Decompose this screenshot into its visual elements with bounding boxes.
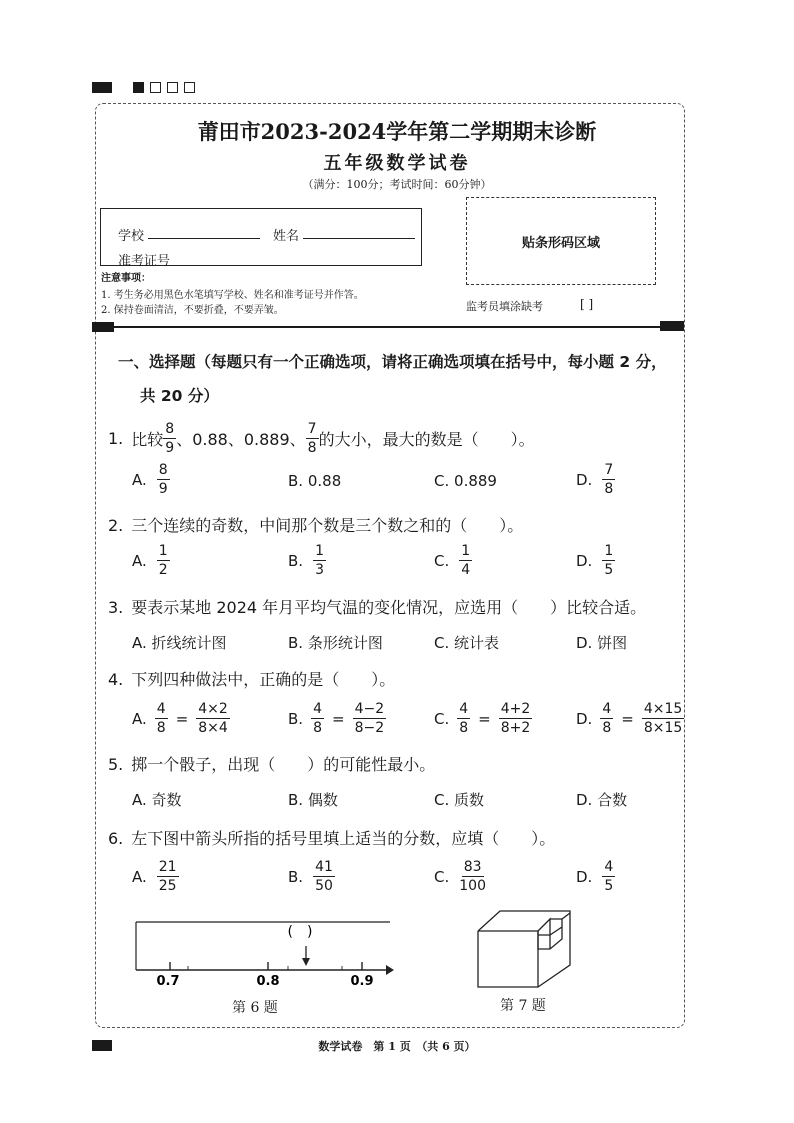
figure-6-caption: 第 6 题 bbox=[232, 1000, 278, 1016]
figure-7-caption: 第 7 题 bbox=[500, 998, 546, 1014]
name-field[interactable] bbox=[303, 224, 415, 239]
numerator: 4 bbox=[604, 859, 614, 875]
tick-label: 0.7 bbox=[156, 974, 180, 989]
option-6b[interactable] bbox=[288, 860, 335, 893]
option-4b[interactable] bbox=[288, 702, 386, 735]
name-label: 姓名 bbox=[273, 229, 300, 244]
denominator: 8 bbox=[459, 720, 469, 736]
option-1b[interactable] bbox=[288, 472, 341, 490]
question-1 bbox=[108, 422, 535, 455]
exam-subtitle: 五年级数学试卷 bbox=[323, 153, 471, 174]
denominator: 8×15 bbox=[643, 720, 683, 736]
number-line-figure bbox=[128, 912, 396, 992]
option-5c[interactable] bbox=[434, 789, 484, 810]
fraction bbox=[353, 702, 387, 735]
question-text: 三个连续的奇数，中间那个数是三个数之和的（ ）。 bbox=[131, 516, 524, 535]
option-label: A. bbox=[132, 791, 147, 809]
option-3c[interactable] bbox=[434, 632, 499, 653]
denominator: 4 bbox=[461, 562, 471, 578]
option-label: C. bbox=[434, 551, 450, 570]
notes-title: 注意事项： bbox=[101, 273, 151, 284]
option-2b[interactable] bbox=[288, 544, 326, 577]
question-3 bbox=[108, 595, 646, 618]
option-3d[interactable] bbox=[576, 632, 627, 653]
cube-side-face bbox=[538, 937, 570, 987]
option-5a[interactable] bbox=[132, 789, 182, 810]
option-6a[interactable] bbox=[132, 860, 179, 893]
question-2 bbox=[108, 513, 523, 536]
option-6c[interactable] bbox=[434, 860, 486, 893]
option-label: D. bbox=[576, 709, 593, 728]
option-label: A. bbox=[132, 867, 147, 886]
option-text: 统计表 bbox=[454, 634, 500, 652]
separator-mark-left bbox=[92, 322, 114, 332]
empty-square-mark bbox=[184, 82, 195, 93]
empty-square-mark bbox=[167, 82, 178, 93]
exam-number-label: 准考证号 bbox=[118, 254, 171, 269]
numerator: 1 bbox=[158, 543, 168, 559]
option-text: 质数 bbox=[454, 791, 485, 809]
denominator: 2 bbox=[158, 562, 168, 578]
cube-front-face bbox=[478, 931, 538, 987]
answer-bracket: ( ) bbox=[287, 924, 313, 940]
section-heading: 一、选择题（每题只有一个正确选项，请将正确选项填在括号中，每小题 2 分， bbox=[118, 353, 667, 371]
school-label: 学校 bbox=[118, 229, 145, 244]
denominator: 25 bbox=[158, 878, 177, 894]
axis-arrowhead bbox=[386, 965, 394, 975]
numerator: 4+2 bbox=[500, 701, 531, 717]
option-label: A. bbox=[132, 709, 147, 728]
denominator: 8 bbox=[307, 440, 317, 456]
fraction bbox=[602, 463, 615, 496]
numerator: 4 bbox=[602, 701, 612, 717]
option-2a[interactable] bbox=[132, 544, 170, 577]
option-label: D. bbox=[576, 867, 593, 886]
option-label: B. bbox=[288, 551, 304, 570]
empty-square-mark bbox=[150, 82, 161, 93]
denominator: 9 bbox=[158, 481, 168, 497]
numerator: 21 bbox=[158, 859, 177, 875]
option-label: B. bbox=[288, 791, 304, 809]
fraction bbox=[311, 702, 324, 735]
fraction bbox=[602, 544, 615, 577]
section-heading-cont: 共 20 分） bbox=[140, 387, 219, 405]
numerator: 4 bbox=[313, 701, 322, 717]
tick-label: 0.9 bbox=[350, 974, 374, 989]
denominator: 8 bbox=[604, 481, 614, 497]
option-label: A. bbox=[132, 470, 147, 489]
option-text: 0.88 bbox=[307, 472, 342, 490]
denominator: 5 bbox=[604, 562, 614, 578]
question-6 bbox=[108, 826, 555, 849]
option-text: 饼图 bbox=[597, 634, 628, 652]
numerator: 4 bbox=[459, 701, 469, 717]
denominator: 3 bbox=[315, 562, 324, 578]
option-text: 折线统计图 bbox=[151, 634, 227, 652]
option-label: D. bbox=[576, 634, 593, 652]
note-2: 2. 保持卷面清洁，不要折叠，不要弄皱。 bbox=[101, 305, 284, 316]
option-label: C. bbox=[434, 472, 450, 490]
numerator: 7 bbox=[604, 462, 614, 478]
fraction bbox=[155, 702, 168, 735]
option-1a[interactable] bbox=[132, 463, 170, 496]
option-label: C. bbox=[434, 791, 450, 809]
equals-sign: = bbox=[478, 709, 491, 728]
denominator: 8+2 bbox=[500, 720, 531, 736]
denominator: 8 bbox=[313, 720, 322, 736]
exam-title: 莆田市2023-2024学年第二学期期末诊断 bbox=[197, 119, 597, 144]
numerator: 1 bbox=[604, 543, 614, 559]
question-number: 1. bbox=[108, 429, 124, 448]
numerator: 4 bbox=[156, 701, 166, 717]
denominator: 8 bbox=[602, 720, 612, 736]
barcode-area bbox=[466, 197, 656, 285]
option-6d[interactable] bbox=[576, 860, 615, 893]
cube-figure bbox=[470, 905, 580, 991]
numerator: 1 bbox=[461, 543, 471, 559]
fraction bbox=[457, 702, 470, 735]
option-label: D. bbox=[576, 791, 593, 809]
denominator: 100 bbox=[459, 878, 486, 894]
separator-line bbox=[112, 326, 660, 328]
proctor-label: 监考员填涂缺考 bbox=[466, 300, 543, 313]
numerator: 8 bbox=[158, 462, 168, 478]
page-footer: 数学试卷 第 1 页 （共 6 页） bbox=[318, 1040, 476, 1053]
numerator: 4×2 bbox=[198, 701, 228, 717]
fraction bbox=[600, 702, 613, 735]
question-5 bbox=[108, 752, 435, 775]
question-number: 2. bbox=[108, 516, 124, 535]
denominator: 9 bbox=[165, 440, 175, 456]
option-label: B. bbox=[288, 709, 304, 728]
fraction bbox=[306, 422, 319, 455]
option-label: C. bbox=[434, 709, 450, 728]
absent-bracket[interactable]: [ ] bbox=[580, 297, 594, 311]
fraction bbox=[642, 702, 684, 735]
option-5d[interactable] bbox=[576, 789, 627, 810]
notch-top bbox=[562, 913, 570, 919]
question-text: 、0.88、0.889、 bbox=[176, 430, 306, 449]
option-2c[interactable] bbox=[434, 544, 472, 577]
arrow-icon bbox=[302, 958, 310, 966]
question-number: 4. bbox=[108, 670, 124, 689]
option-label: D. bbox=[576, 470, 593, 489]
option-label: B. bbox=[288, 634, 304, 652]
option-label: B. bbox=[288, 472, 304, 490]
option-5b[interactable] bbox=[288, 789, 338, 810]
fraction bbox=[602, 860, 615, 893]
separator-mark-right bbox=[660, 321, 684, 331]
option-text: 合数 bbox=[597, 791, 628, 809]
question-number: 6. bbox=[108, 829, 124, 848]
fraction bbox=[313, 544, 326, 577]
option-3a[interactable] bbox=[132, 632, 227, 653]
option-2d[interactable] bbox=[576, 544, 615, 577]
numerator: 4−2 bbox=[354, 701, 385, 717]
denominator: 5 bbox=[604, 878, 614, 894]
numerator: 1 bbox=[315, 543, 324, 559]
fraction bbox=[459, 544, 472, 577]
option-text: 偶数 bbox=[307, 791, 338, 809]
cube-top-face bbox=[478, 911, 570, 937]
question-text: 要表示某地 2024 年月平均气温的变化情况，应选用（ ）比较合适。 bbox=[131, 598, 647, 617]
option-label: C. bbox=[434, 634, 450, 652]
numerator: 41 bbox=[315, 859, 333, 875]
option-label: C. bbox=[434, 867, 450, 886]
option-4a[interactable] bbox=[132, 702, 230, 735]
denominator: 50 bbox=[315, 878, 333, 894]
fraction bbox=[157, 463, 170, 496]
numerator: 8 bbox=[165, 421, 175, 437]
equals-sign: = bbox=[621, 709, 634, 728]
fraction bbox=[313, 860, 335, 893]
option-label: A. bbox=[132, 551, 147, 570]
option-label: D. bbox=[576, 551, 593, 570]
filled-square-mark bbox=[133, 82, 144, 93]
notch-edge bbox=[550, 927, 562, 935]
option-label: A. bbox=[132, 634, 147, 652]
question-text: 的大小，最大的数是（ ）。 bbox=[318, 430, 535, 449]
numerator: 7 bbox=[307, 421, 317, 437]
notch-inner bbox=[538, 919, 550, 935]
question-number: 3. bbox=[108, 598, 124, 617]
exam-meta: （满分：100分；考试时间：60分钟） bbox=[302, 178, 492, 191]
option-text: 0.889 bbox=[454, 472, 497, 490]
fraction bbox=[459, 860, 486, 893]
question-4 bbox=[108, 667, 395, 690]
question-text: 左下图中箭头所指的括号里填上适当的分数，应填（ ）。 bbox=[131, 829, 556, 848]
option-4c[interactable] bbox=[434, 702, 532, 735]
option-1c[interactable] bbox=[434, 472, 497, 490]
option-4d[interactable] bbox=[576, 702, 684, 735]
option-1d[interactable] bbox=[576, 463, 615, 496]
option-text: 奇数 bbox=[151, 791, 182, 809]
option-text: 条形统计图 bbox=[307, 634, 383, 652]
denominator: 8−2 bbox=[354, 720, 385, 736]
numerator: 4×15 bbox=[643, 701, 683, 717]
tick-label: 0.8 bbox=[256, 974, 280, 989]
fraction bbox=[196, 702, 230, 735]
question-number: 5. bbox=[108, 755, 124, 774]
note-1: 1. 考生务必用黑色水笔填写学校、姓名和准考证号并作答。 bbox=[101, 290, 364, 301]
numerator: 83 bbox=[463, 859, 482, 875]
fraction bbox=[157, 860, 179, 893]
fraction bbox=[499, 702, 533, 735]
question-text: 掷一个骰子，出现（ ）的可能性最小。 bbox=[131, 755, 436, 774]
corner-mark-top-left bbox=[92, 82, 112, 93]
barcode-label: 贴条形码区域 bbox=[521, 235, 600, 251]
school-field[interactable] bbox=[148, 224, 260, 239]
option-3b[interactable] bbox=[288, 632, 383, 653]
fraction bbox=[163, 422, 176, 455]
question-text: 下列四种做法中，正确的是（ ）。 bbox=[131, 670, 396, 689]
equals-sign: = bbox=[331, 709, 345, 728]
option-label: B. bbox=[288, 867, 304, 886]
fraction bbox=[157, 544, 170, 577]
denominator: 8×4 bbox=[198, 720, 228, 736]
question-text: 比较 bbox=[131, 430, 164, 449]
equals-sign: = bbox=[175, 709, 189, 728]
denominator: 8 bbox=[156, 720, 166, 736]
